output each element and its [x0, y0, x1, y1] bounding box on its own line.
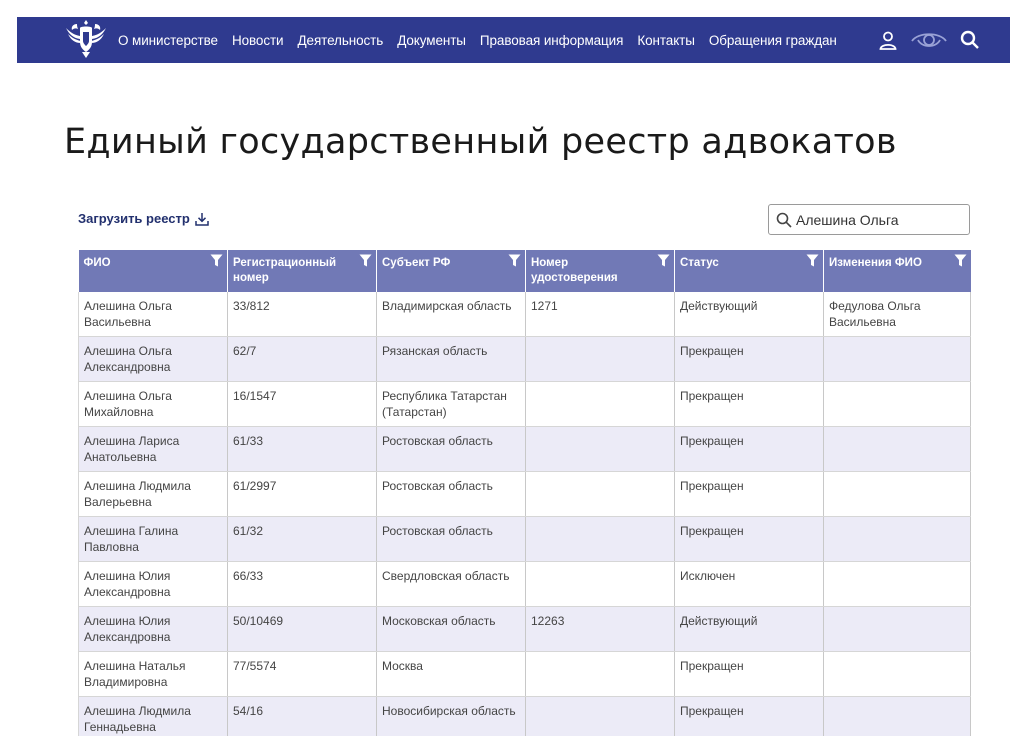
cell-name-changes [824, 427, 971, 472]
cell-name-changes [824, 517, 971, 562]
cell-reg-number: 77/5574 [228, 652, 377, 697]
cell-reg-number: 62/7 [228, 337, 377, 382]
column-header-label: Номер удостоверения [531, 257, 618, 284]
download-registry-link[interactable] [78, 211, 209, 226]
nav-item-citizen-appeals[interactable]: Обращения граждан [708, 32, 837, 48]
nav-tools [866, 17, 980, 63]
column-header-label: ФИО [83, 257, 111, 269]
cell-fio: Алешина Лариса Анатольевна [79, 427, 228, 472]
cell-certificate-number [526, 427, 675, 472]
table-row[interactable] [79, 382, 971, 427]
cell-certificate-number [526, 652, 675, 697]
registry-search-box [768, 204, 970, 235]
cell-fio: Алешина Ольга Александровна [79, 337, 228, 382]
table-row[interactable] [79, 697, 971, 736]
cell-region: Свердловская область [377, 562, 526, 607]
filter-icon[interactable] [508, 254, 521, 267]
cell-reg-number: 61/33 [228, 427, 377, 472]
cell-reg-number: 66/33 [228, 562, 377, 607]
filter-icon[interactable] [954, 254, 967, 267]
nav-item-documents[interactable]: Документы [397, 32, 466, 48]
cell-certificate-number [526, 382, 675, 427]
nav-item-about[interactable]: О министерстве [118, 32, 218, 48]
column-header-region [377, 250, 526, 292]
cell-certificate-number: 12263 [526, 607, 675, 652]
table-row[interactable] [79, 652, 971, 697]
column-header-label: Статус [680, 257, 719, 269]
cell-name-changes [824, 697, 971, 736]
cell-region: Ростовская область [377, 517, 526, 562]
lawyers-registry-table [78, 250, 971, 736]
cell-name-changes [824, 562, 971, 607]
cell-fio: Алешина Людмила Валерьевна [79, 472, 228, 517]
cell-certificate-number [526, 517, 675, 562]
download-registry-label: Загрузить реестр [78, 211, 190, 226]
cell-status: Прекращен [675, 697, 824, 736]
table-row[interactable] [79, 517, 971, 562]
cell-region: Владимирская область [377, 292, 526, 337]
cell-fio: Алешина Наталья Владимировна [79, 652, 228, 697]
search-icon[interactable] [960, 30, 980, 50]
cell-status: Прекращен [675, 382, 824, 427]
cell-name-changes: Федулова Ольга Васильевна [824, 292, 971, 337]
cell-fio: Алешина Галина Павловна [79, 517, 228, 562]
registry-search-input[interactable] [796, 212, 956, 228]
column-header-label: Субъект РФ [382, 257, 451, 269]
table-row[interactable] [79, 292, 971, 337]
cell-status: Действующий [675, 292, 824, 337]
cell-fio: Алешина Людмила Геннадьевна [79, 697, 228, 736]
cell-status: Прекращен [675, 472, 824, 517]
cell-region: Ростовская область [377, 472, 526, 517]
cell-reg-number: 50/10469 [228, 607, 377, 652]
nav-item-activity[interactable]: Деятельность [297, 32, 384, 48]
cell-certificate-number: 1271 [526, 292, 675, 337]
cell-name-changes [824, 472, 971, 517]
column-header-label: Изменения ФИО [829, 257, 922, 269]
user-icon[interactable] [878, 30, 898, 50]
cell-status: Исключен [675, 562, 824, 607]
table-row[interactable] [79, 427, 971, 472]
cell-certificate-number [526, 562, 675, 607]
cell-reg-number: 16/1547 [228, 382, 377, 427]
cell-region: Московская область [377, 607, 526, 652]
cell-reg-number: 54/16 [228, 697, 377, 736]
cell-fio: Алешина Ольга Васильевна [79, 292, 228, 337]
download-icon [195, 212, 209, 226]
ministry-emblem-logo[interactable] [61, 13, 111, 61]
filter-icon[interactable] [806, 254, 819, 267]
column-header-label: Регистрационный номер [233, 257, 337, 284]
eye-icon[interactable] [910, 30, 948, 50]
cell-name-changes [824, 382, 971, 427]
cell-name-changes [824, 607, 971, 652]
cell-fio: Алешина Юлия Александровна [79, 607, 228, 652]
cell-region: Республика Татарстан (Татарстан) [377, 382, 526, 427]
column-header-status [675, 250, 824, 292]
cell-region: Рязанская область [377, 337, 526, 382]
search-field-icon [776, 212, 792, 228]
cell-region: Москва [377, 652, 526, 697]
nav-item-contacts[interactable]: Контакты [637, 32, 695, 48]
column-header-reg-number [228, 250, 377, 292]
page-title: Единый государственный реестр адвокатов [64, 122, 897, 162]
filter-icon[interactable] [657, 254, 670, 267]
cell-reg-number: 61/2997 [228, 472, 377, 517]
cell-reg-number: 61/32 [228, 517, 377, 562]
column-header-certificate-number [526, 250, 675, 292]
cell-status: Прекращен [675, 517, 824, 562]
cell-region: Ростовская область [377, 427, 526, 472]
cell-status: Прекращен [675, 337, 824, 382]
cell-name-changes [824, 652, 971, 697]
cell-reg-number: 33/812 [228, 292, 377, 337]
cell-status: Прекращен [675, 427, 824, 472]
cell-region: Новосибирская область [377, 697, 526, 736]
table-row[interactable] [79, 472, 971, 517]
cell-certificate-number [526, 697, 675, 736]
main-menu [118, 17, 851, 63]
filter-icon[interactable] [210, 254, 223, 267]
column-header-fio [79, 250, 228, 292]
table-header-row [79, 250, 971, 292]
cell-name-changes [824, 337, 971, 382]
nav-item-legal-info[interactable]: Правовая информация [479, 32, 624, 48]
cell-status: Действующий [675, 607, 824, 652]
cell-certificate-number [526, 472, 675, 517]
table-row[interactable] [79, 337, 971, 382]
cell-certificate-number [526, 337, 675, 382]
column-header-name-changes [824, 250, 971, 292]
filter-icon[interactable] [359, 254, 372, 267]
cell-fio: Алешина Ольга Михайловна [79, 382, 228, 427]
cell-fio: Алешина Юлия Александровна [79, 562, 228, 607]
table-row[interactable] [79, 562, 971, 607]
cell-status: Прекращен [675, 652, 824, 697]
table-row[interactable] [79, 607, 971, 652]
nav-item-news[interactable]: Новости [231, 32, 284, 48]
top-navbar [17, 17, 1010, 63]
